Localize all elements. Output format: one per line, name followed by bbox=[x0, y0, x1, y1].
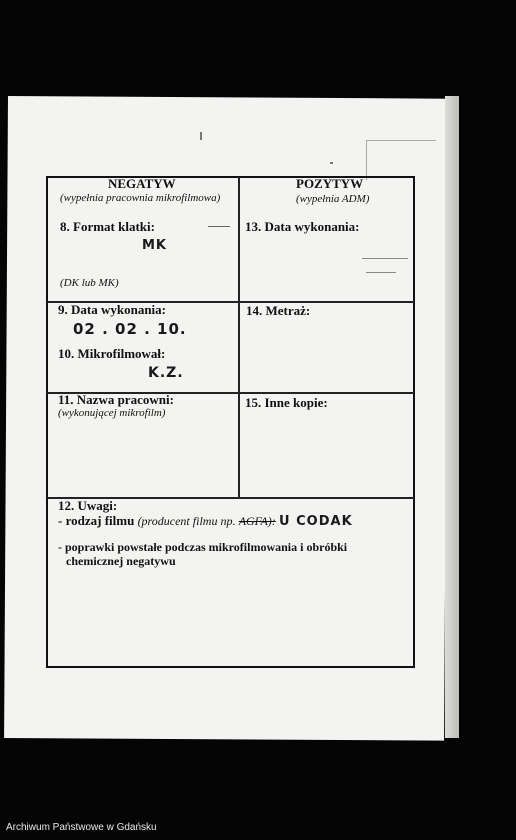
film-type-hint: (producent filmu np. bbox=[137, 514, 236, 528]
format-label: 8. Format klatki: bbox=[60, 219, 155, 234]
filmed-by-label: 10. Mikrofilmował: bbox=[58, 346, 166, 361]
speck bbox=[330, 162, 333, 164]
speck bbox=[208, 226, 230, 227]
corrections-line-2: chemicznej negatywu bbox=[66, 554, 176, 568]
format-hint: (DK lub MK) bbox=[60, 277, 119, 289]
date-value: 02 . 02 . 10. bbox=[73, 320, 187, 338]
speck bbox=[366, 140, 367, 180]
column-divider bbox=[238, 177, 240, 499]
form-frame bbox=[46, 176, 415, 668]
pozytyw-subtitle: (wypełnia ADM) bbox=[296, 193, 370, 205]
film-type-label: - rodzaj filmu bbox=[58, 513, 135, 528]
corrections-line-1: - poprawki powstałe podczas mikrofilmowania i obróbki bbox=[58, 540, 348, 554]
negatyw-title: NEGATYW bbox=[108, 176, 176, 191]
length-label: 14. Metraż: bbox=[246, 303, 311, 318]
lab-hint: (wykonującej mikrofilm) bbox=[58, 407, 166, 419]
negatyw-subtitle: (wypełnia pracownia mikrofilmowa) bbox=[60, 192, 221, 204]
format-value: MK bbox=[142, 238, 168, 253]
film-type-value: U CODAK bbox=[279, 514, 353, 529]
speck bbox=[366, 272, 396, 273]
speck bbox=[200, 132, 202, 140]
archive-footer: Archiwum Państwowe w Gdańsku bbox=[6, 822, 157, 833]
card-edge bbox=[445, 96, 459, 738]
filmed-by-value: K.Z. bbox=[148, 365, 184, 381]
lab-label: 11. Nazwa pracowni: bbox=[58, 392, 174, 407]
pozytyw-date-label: 13. Data wykonania: bbox=[245, 219, 360, 234]
speck bbox=[366, 140, 436, 141]
date-label: 9. Data wykonania: bbox=[58, 302, 166, 317]
pozytyw-title: POZYTYW bbox=[296, 176, 364, 191]
copies-label: 15. Inne kopie: bbox=[245, 395, 328, 410]
film-type-struck: AGFA): bbox=[238, 514, 276, 528]
speck bbox=[362, 258, 408, 259]
film-type-row bbox=[58, 513, 353, 529]
uwagi-label: 12. Uwagi: bbox=[58, 498, 118, 513]
